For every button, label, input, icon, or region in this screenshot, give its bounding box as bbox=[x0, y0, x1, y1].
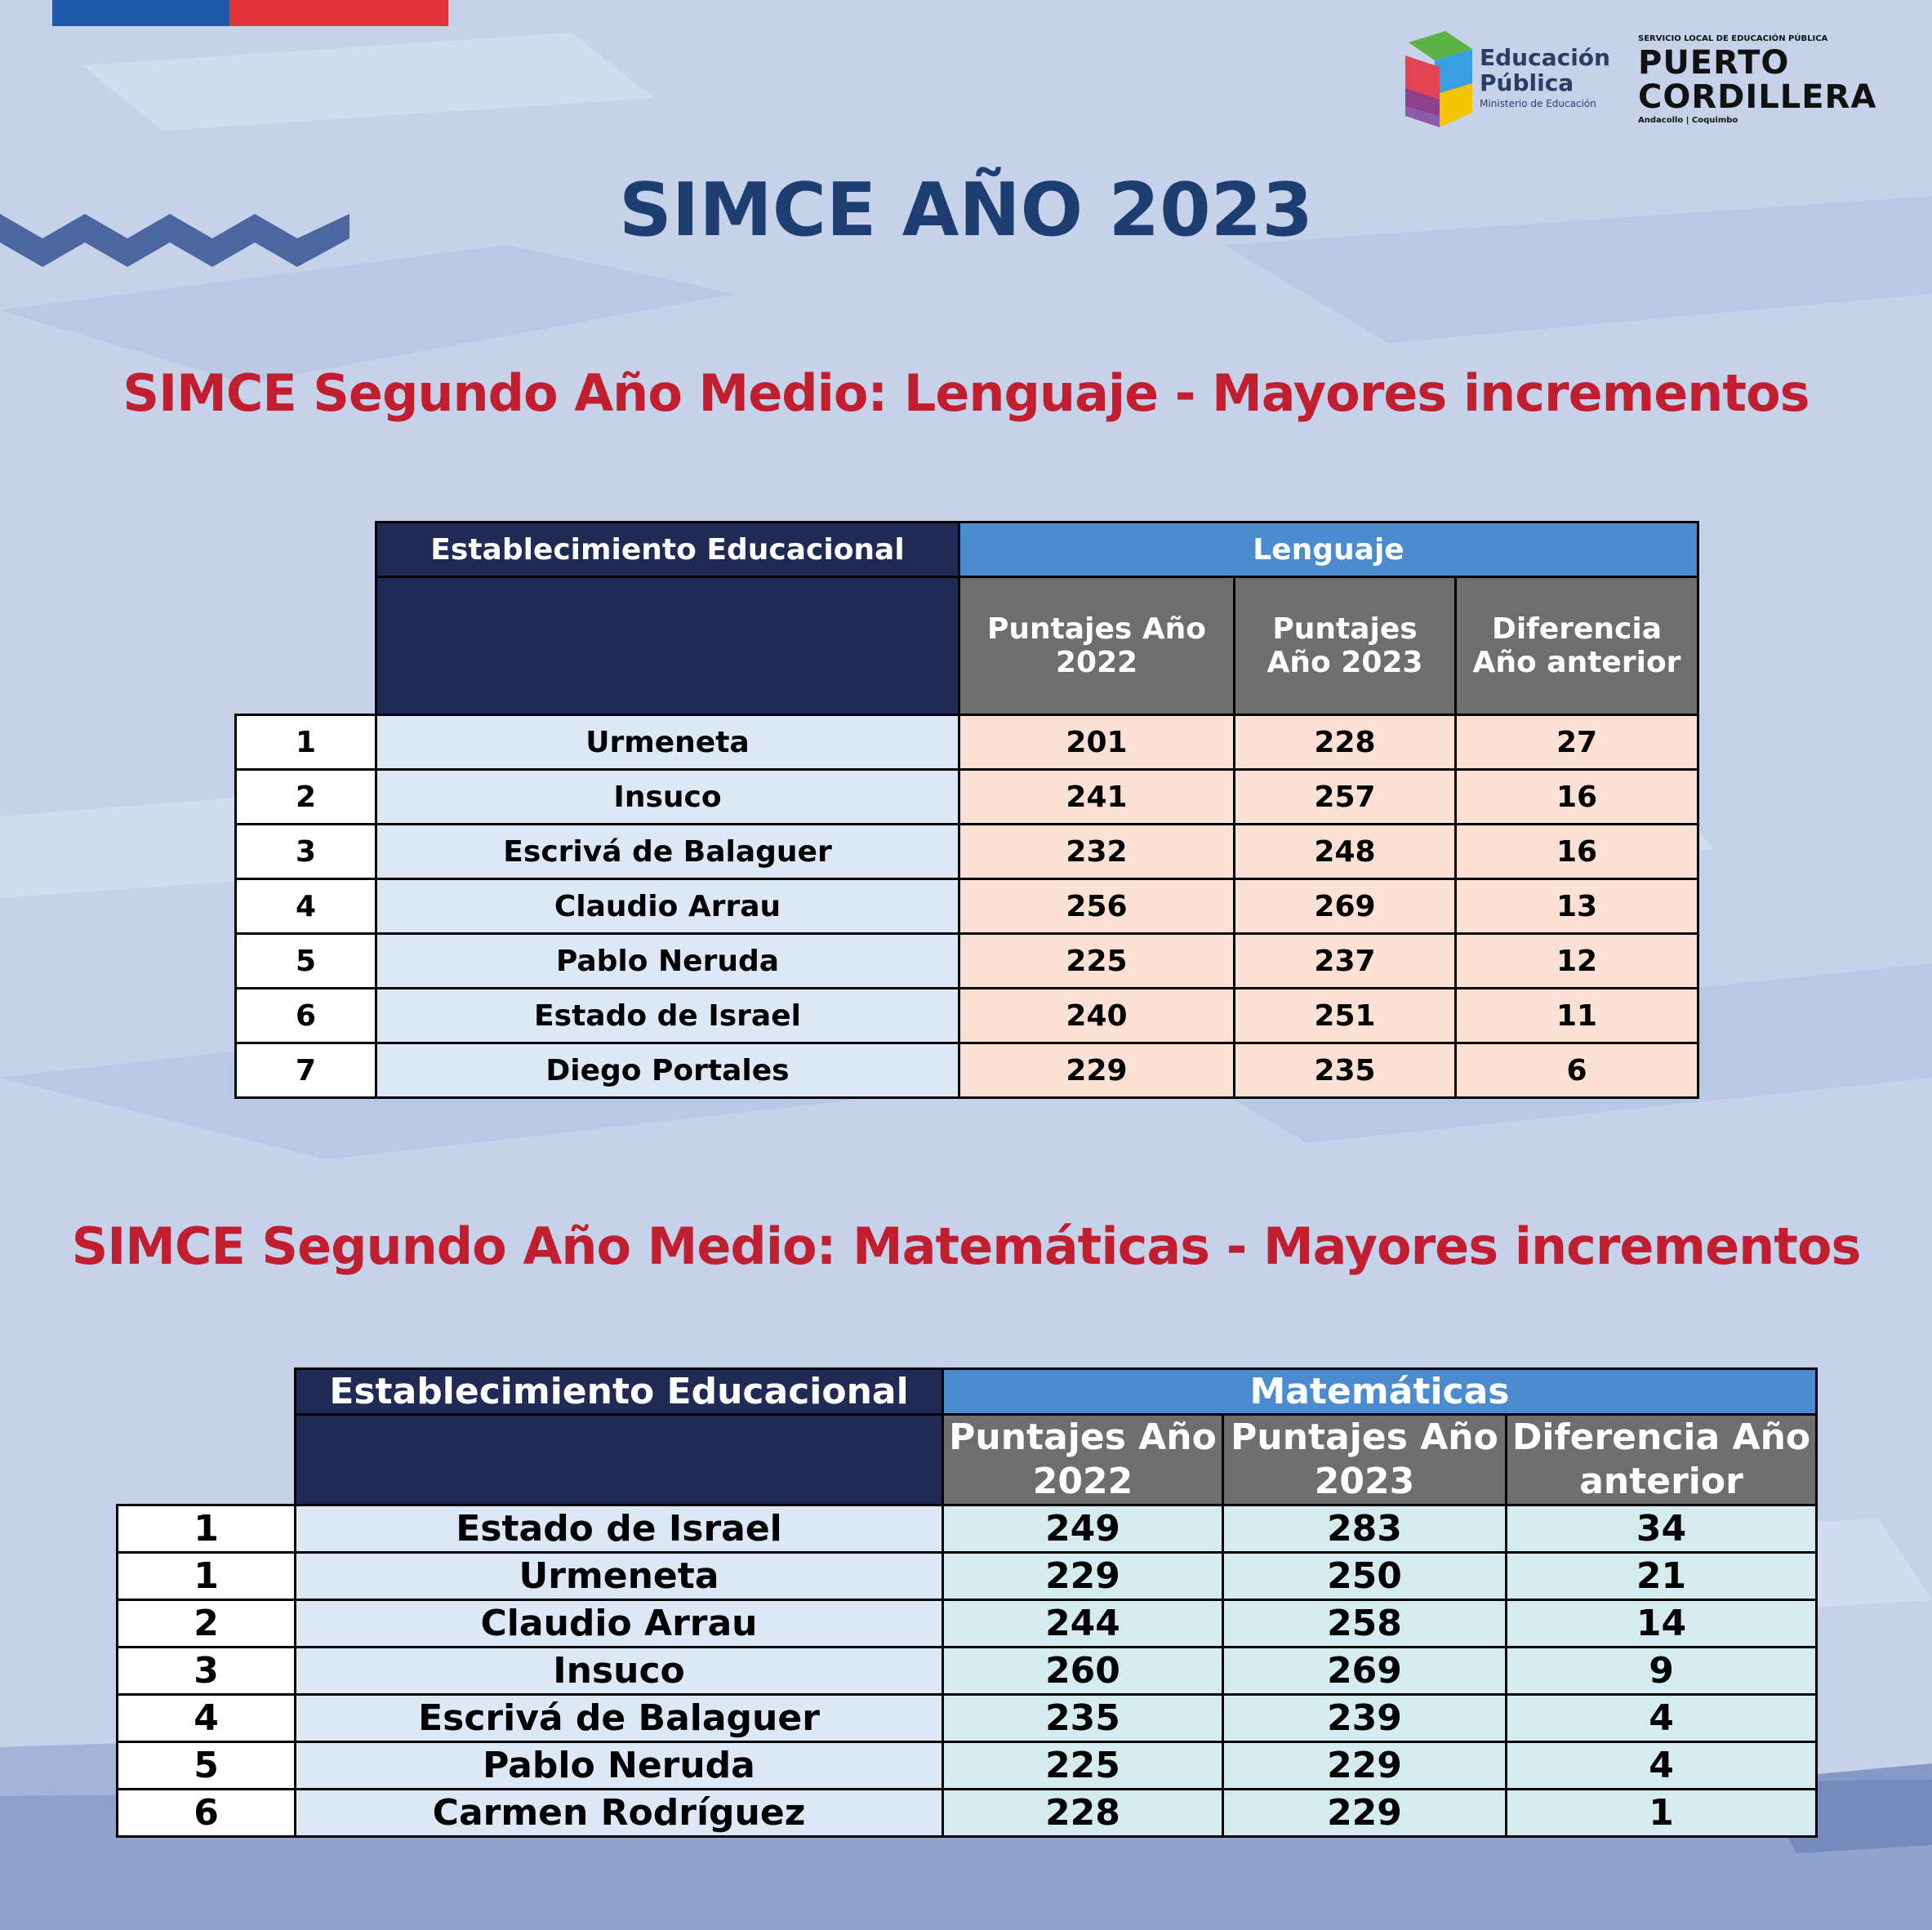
header-spacer bbox=[236, 577, 376, 715]
difference-cell: 13 bbox=[1456, 879, 1698, 934]
rank-cell: 6 bbox=[118, 1790, 296, 1837]
lenguaje-col-2022: Puntajes Año 2022 bbox=[959, 577, 1235, 715]
rank-cell: 2 bbox=[118, 1600, 296, 1648]
establishment-cell: Claudio Arrau bbox=[376, 879, 959, 934]
matematicas-col-2023: Puntajes Año 2023 bbox=[1223, 1415, 1507, 1505]
difference-cell: 4 bbox=[1507, 1742, 1817, 1790]
lenguaje-header-row bbox=[236, 523, 1698, 577]
establishment-cell: Claudio Arrau bbox=[296, 1600, 943, 1648]
educacion-publica-line3: Ministerio de Educación bbox=[1480, 98, 1596, 109]
matematicas-header-establishment-fill bbox=[296, 1415, 943, 1505]
rank-cell: 1 bbox=[118, 1505, 296, 1553]
lenguaje-header-subject: Lenguaje bbox=[959, 523, 1698, 577]
establishment-cell: Escrivá de Balaguer bbox=[376, 825, 959, 879]
difference-cell: 1 bbox=[1507, 1790, 1817, 1837]
establishment-cell: Estado de Israel bbox=[376, 989, 959, 1043]
table-row bbox=[118, 1553, 1817, 1600]
establishment-cell: Carmen Rodríguez bbox=[296, 1790, 943, 1837]
lenguaje-header-establishment: Establecimiento Educacional bbox=[376, 523, 959, 577]
puerto-cordillera-top-text: SERVICIO LOCAL DE EDUCACIÓN PÚBLICA bbox=[1638, 34, 1828, 43]
score-2023-cell: 239 bbox=[1223, 1695, 1507, 1742]
establishment-cell: Urmeneta bbox=[376, 715, 959, 770]
score-2022-cell: 225 bbox=[943, 1742, 1223, 1790]
rank-cell: 5 bbox=[236, 934, 376, 989]
table-row bbox=[118, 1648, 1817, 1695]
score-2023-cell: 228 bbox=[1235, 715, 1456, 770]
table-row bbox=[118, 1695, 1817, 1742]
educacion-publica-line2: Pública bbox=[1480, 69, 1574, 96]
score-2022-cell: 260 bbox=[943, 1648, 1223, 1695]
score-2022-cell: 225 bbox=[959, 934, 1235, 989]
matematicas-section-title: SIMCE Segundo Año Medio: Matemáticas - Mayores incrementos bbox=[71, 1216, 1861, 1276]
difference-cell: 12 bbox=[1456, 934, 1698, 989]
puerto-cordillera-bottom-text: Andacollo | Coquimbo bbox=[1638, 116, 1738, 125]
lenguaje-table bbox=[234, 521, 1699, 1099]
score-2023-cell: 257 bbox=[1235, 770, 1456, 825]
rank-cell: 3 bbox=[236, 825, 376, 879]
score-2022-cell: 256 bbox=[959, 879, 1235, 934]
score-2022-cell: 240 bbox=[959, 989, 1235, 1043]
score-2023-cell: 258 bbox=[1223, 1600, 1507, 1648]
rank-cell: 3 bbox=[118, 1648, 296, 1695]
table-row bbox=[118, 1742, 1817, 1790]
matematicas-subheader-row bbox=[118, 1415, 1817, 1505]
score-2023-cell: 229 bbox=[1223, 1790, 1507, 1837]
difference-cell: 34 bbox=[1507, 1505, 1817, 1553]
flag-blue-segment bbox=[52, 0, 229, 26]
difference-cell: 11 bbox=[1456, 989, 1698, 1043]
difference-cell: 16 bbox=[1456, 825, 1698, 879]
establishment-cell: Insuco bbox=[376, 770, 959, 825]
lenguaje-col-diff: Diferencia Año anterior bbox=[1456, 577, 1698, 715]
table-row bbox=[236, 1043, 1698, 1098]
score-2023-cell: 235 bbox=[1235, 1043, 1456, 1098]
difference-cell: 16 bbox=[1456, 770, 1698, 825]
table-row bbox=[118, 1790, 1817, 1837]
flag-red-segment bbox=[229, 0, 448, 26]
table-row bbox=[236, 879, 1698, 934]
score-2022-cell: 232 bbox=[959, 825, 1235, 879]
score-2023-cell: 250 bbox=[1223, 1553, 1507, 1600]
table-row bbox=[236, 825, 1698, 879]
rank-cell: 2 bbox=[236, 770, 376, 825]
educacion-publica-logo bbox=[1400, 31, 1609, 131]
score-2022-cell: 235 bbox=[943, 1695, 1223, 1742]
header-spacer bbox=[118, 1415, 296, 1505]
rank-cell: 4 bbox=[236, 879, 376, 934]
rank-cell: 1 bbox=[236, 715, 376, 770]
educacion-publica-cube-icon bbox=[1400, 31, 1478, 131]
lenguaje-subheader-row bbox=[236, 577, 1698, 715]
score-2023-cell: 229 bbox=[1223, 1742, 1507, 1790]
score-2023-cell: 237 bbox=[1235, 934, 1456, 989]
table-row bbox=[236, 989, 1698, 1043]
matematicas-header-row bbox=[118, 1369, 1817, 1415]
matematicas-col-diff: Diferencia Año anterior bbox=[1507, 1415, 1817, 1505]
rank-cell: 6 bbox=[236, 989, 376, 1043]
score-2022-cell: 241 bbox=[959, 770, 1235, 825]
header-spacer bbox=[236, 523, 376, 577]
puerto-cordillera-line1: PUERTO bbox=[1638, 44, 1790, 82]
header-spacer bbox=[118, 1369, 296, 1415]
score-2022-cell: 229 bbox=[943, 1553, 1223, 1600]
establishment-cell: Diego Portales bbox=[376, 1043, 959, 1098]
difference-cell: 14 bbox=[1507, 1600, 1817, 1648]
matematicas-col-2022: Puntajes Año 2022 bbox=[943, 1415, 1223, 1505]
lenguaje-header-establishment-fill bbox=[376, 577, 959, 715]
table-row bbox=[236, 770, 1698, 825]
score-2023-cell: 251 bbox=[1235, 989, 1456, 1043]
lenguaje-section-title: SIMCE Segundo Año Medio: Lenguaje - Mayores incrementos bbox=[122, 363, 1810, 423]
difference-cell: 21 bbox=[1507, 1553, 1817, 1600]
rank-cell: 4 bbox=[118, 1695, 296, 1742]
table-row bbox=[118, 1505, 1817, 1553]
establishment-cell: Insuco bbox=[296, 1648, 943, 1695]
matematicas-header-subject: Matemáticas bbox=[943, 1369, 1817, 1415]
puerto-cordillera-logo bbox=[1638, 33, 1883, 124]
establishment-cell: Pablo Neruda bbox=[376, 934, 959, 989]
score-2023-cell: 248 bbox=[1235, 825, 1456, 879]
table-row bbox=[118, 1600, 1817, 1648]
score-2022-cell: 228 bbox=[943, 1790, 1223, 1837]
establishment-cell: Estado de Israel bbox=[296, 1505, 943, 1553]
score-2022-cell: 201 bbox=[959, 715, 1235, 770]
score-2023-cell: 269 bbox=[1235, 879, 1456, 934]
difference-cell: 9 bbox=[1507, 1648, 1817, 1695]
difference-cell: 4 bbox=[1507, 1695, 1817, 1742]
educacion-publica-line1: Educación bbox=[1480, 44, 1610, 71]
rank-cell: 1 bbox=[118, 1553, 296, 1600]
score-2023-cell: 269 bbox=[1223, 1648, 1507, 1695]
table-row bbox=[236, 934, 1698, 989]
table-row bbox=[236, 715, 1698, 770]
puerto-cordillera-line2: CORDILLERA bbox=[1638, 78, 1877, 116]
matematicas-table bbox=[116, 1367, 1818, 1838]
page-title: SIMCE AÑO 2023 bbox=[618, 167, 1314, 253]
matematicas-header-establishment: Establecimiento Educacional bbox=[296, 1369, 943, 1415]
difference-cell: 27 bbox=[1456, 715, 1698, 770]
difference-cell: 6 bbox=[1456, 1043, 1698, 1098]
establishment-cell: Urmeneta bbox=[296, 1553, 943, 1600]
rank-cell: 5 bbox=[118, 1742, 296, 1790]
lenguaje-col-2023: Puntajes Año 2023 bbox=[1235, 577, 1456, 715]
score-2022-cell: 249 bbox=[943, 1505, 1223, 1553]
score-2023-cell: 283 bbox=[1223, 1505, 1507, 1553]
chile-flag-stripe bbox=[52, 0, 448, 26]
establishment-cell: Pablo Neruda bbox=[296, 1742, 943, 1790]
score-2022-cell: 244 bbox=[943, 1600, 1223, 1648]
rank-cell: 7 bbox=[236, 1043, 376, 1098]
establishment-cell: Escrivá de Balaguer bbox=[296, 1695, 943, 1742]
score-2022-cell: 229 bbox=[959, 1043, 1235, 1098]
